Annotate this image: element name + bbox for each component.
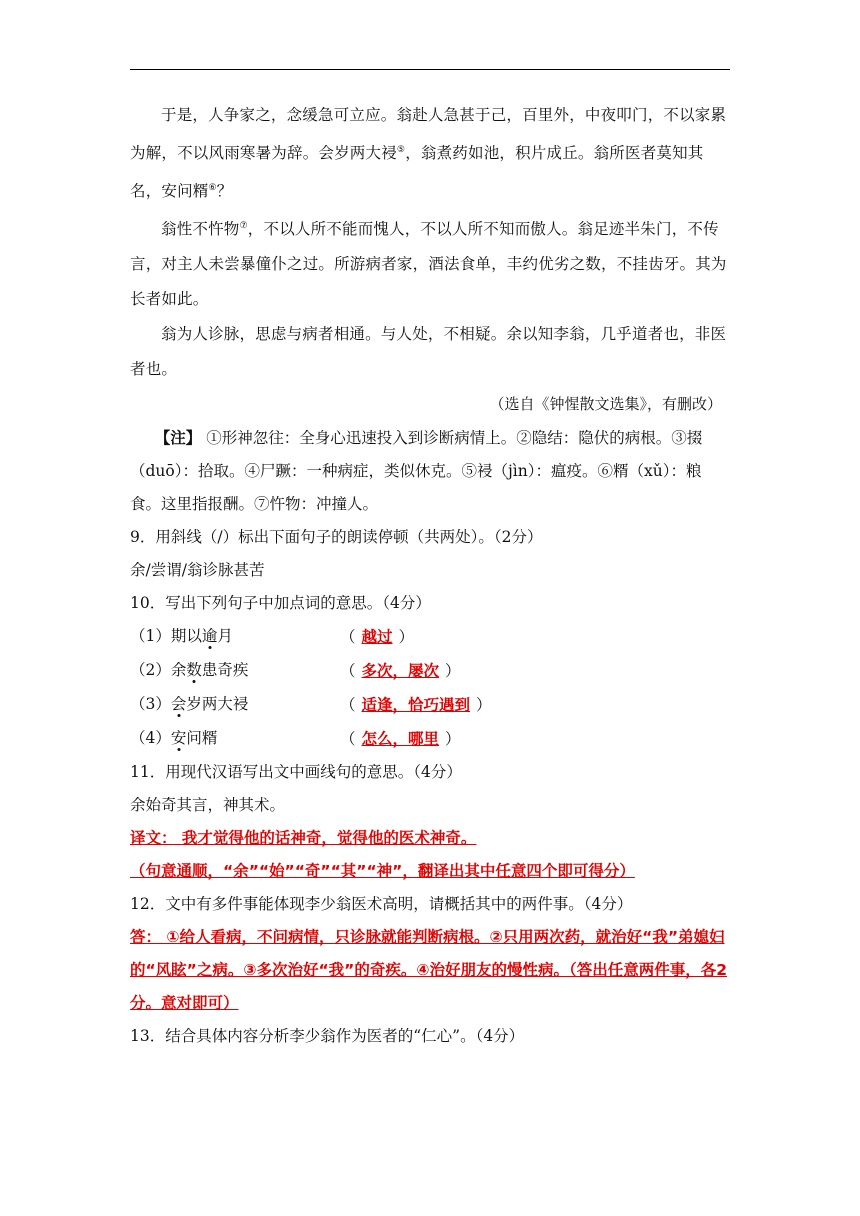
- answer-9: 余/尝谓/翁诊脉甚苦: [130, 561, 265, 580]
- question-10: 10．写出下列句子中加点词的意思。（4分）: [130, 594, 431, 613]
- question-9: 9．用斜线（/）标出下面句子的朗读停顿（共两处）。（2分）: [130, 528, 543, 547]
- q11-translation: 译文： 我才觉得他的话神奇，觉得他的医术神奇。: [130, 829, 477, 848]
- q10-item-4: （4）安问糈 （ 怎么，哪里 ）: [130, 729, 461, 749]
- q10-item-1: （1）期以逾月 （ 越过 ）: [130, 627, 415, 647]
- document-body: [130, 98, 730, 1053]
- q10-answer-3: 适逢，恰巧遇到: [361, 695, 471, 715]
- q11-sentence: 余始奇其言，神其术。: [130, 796, 286, 815]
- question-12: 12．文中有多件事能体现李少翁医术高明，请概括其中的两件事。（4分）: [130, 895, 633, 914]
- annotation-notes: 【注】 ①形神忽往：全身心迅速投入到诊断病情上。②隐结：隐伏的病根。③掇（duō）：拾取。④尸蹶：一种病症，类似休克。⑤祲（jìn）：瘟疫。⑥糈（xǔ）：粮食。这里指报酬。⑦忤物：冲撞人。: [130, 428, 703, 514]
- q10-answer-2: 多次，屡次: [361, 661, 440, 681]
- source-citation: （选自《钟惺散文选集》，有删改）: [489, 395, 722, 414]
- passage-paragraph-1: 于是，人争家之，念缓急可立应。翁赴人急甚于己，百里外，中夜叩门，不以家累为解，不以风雨寒暑为辞。会岁两大祲⑤，翁煮药如池，积片成丘。翁所医者莫知其名，安问糈⑥？: [130, 106, 727, 201]
- question-11: 11．用现代汉语写出文中画线句的意思。（4分）: [130, 763, 462, 782]
- q10-answer-4: 怎么，哪里: [361, 729, 440, 749]
- passage-paragraph-2: 翁性不忤物⑦，不以人所不能而愧人，不以人所不知而傲人。翁足迹半朱门，不传言，对主人未尝暴僮仆之过。所游病者家，酒法食单，丰约优劣之数，不挂齿牙。其为长者如此。: [130, 220, 727, 309]
- q10-item-3: （3）会岁两大祲 （ 适逢，恰巧遇到 ）: [130, 695, 492, 715]
- q12-answer: 答： ①给人看病，不问病情，只诊脉就能判断病根。②只用两次药，就治好“我”弟媳妇的“风眩”之病。③多次治好“我”的奇疾。④治好朋友的慢性病。（答出任意两件事，各2分。意对即可）: [130, 928, 728, 1013]
- question-13: 13．结合具体内容分析李少翁作为医者的“仁心”。（4分）: [130, 1027, 525, 1046]
- q10-item-2: （2）余数患奇疾 （ 多次，屡次 ）: [130, 661, 461, 681]
- q11-scoring-note: （句意通顺，“余”“始”“奇”“其”“神”，翻译出其中任意四个即可得分）: [130, 862, 635, 881]
- passage-paragraph-3: 翁为人诊脉，思虑与病者相通。与人处，不相疑。余以知李翁，几乎道者也，非医者也。: [130, 325, 727, 379]
- header-rule: [130, 69, 730, 70]
- q10-answer-1: 越过: [361, 627, 393, 647]
